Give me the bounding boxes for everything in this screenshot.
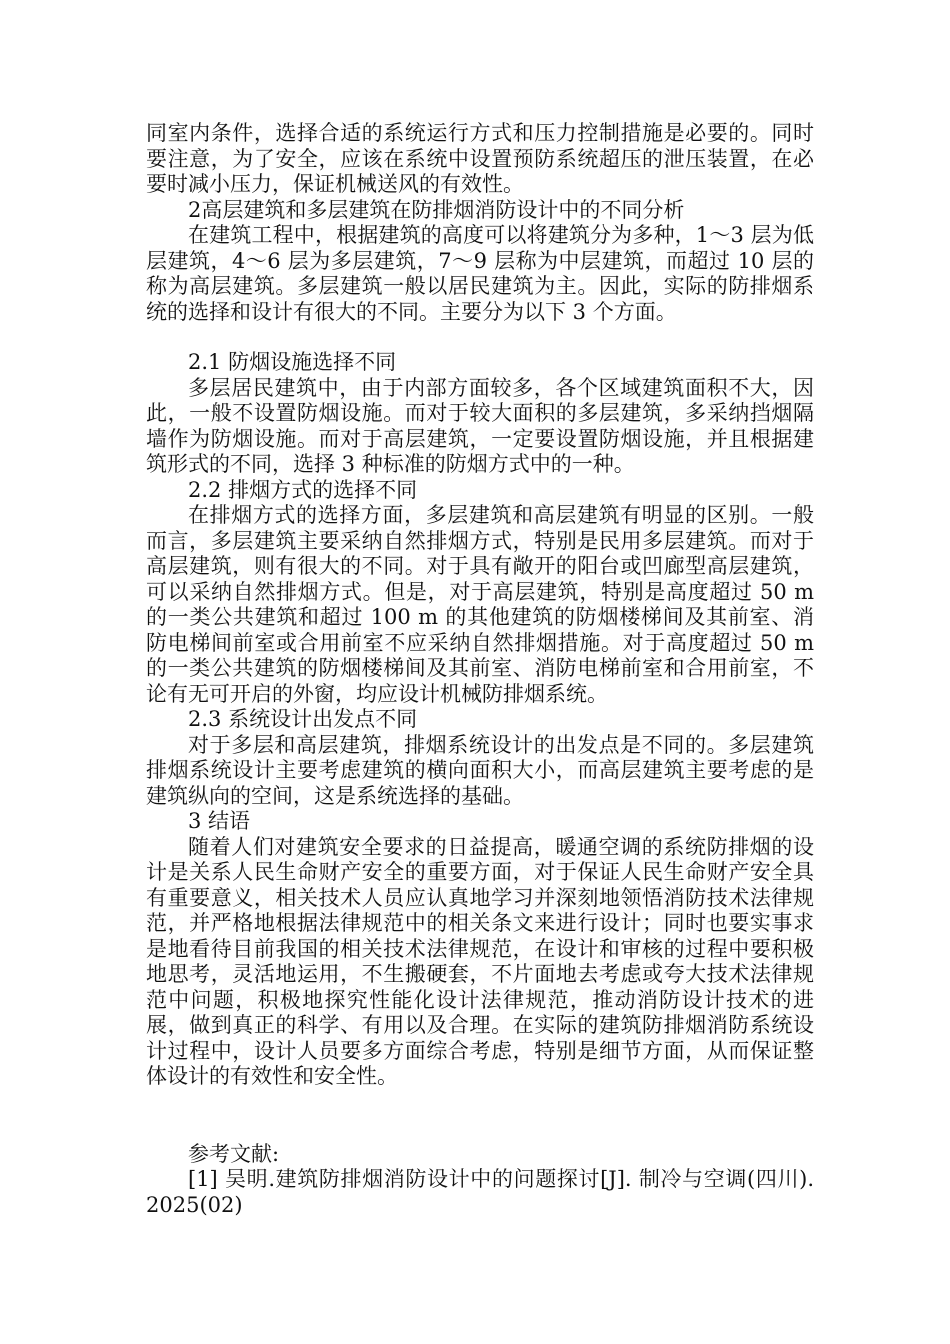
- section-heading-3: 3 结语: [188, 809, 251, 833]
- section-heading-2-3: 2.3 系统设计出发点不同: [188, 707, 418, 731]
- paragraph-smoke-prevention: 多层居民建筑中，由于内部方面较多，各个区域建筑面积不大，因此，一般不设置防烟设施。而对于较大面积的多层建筑，多采纳挡烟隔墙作为防烟设施。而对于高层建筑，一定要设置防烟设施，并且根据建筑形式的不同，选择 3 种标准的防烟方式中的一种。: [146, 375, 814, 476]
- paragraph-building-classification: 在建筑工程中，根据建筑的高度可以将建筑分为多种，1～3 层为低层建筑，4～6 层为多层建筑，7～9 层称为中层建筑，而超过 10 层的称为高层建筑。多层建筑一般以居民建筑为主。因此，实际的防排烟系统的选择和设计有很大的不同。主要分为以下 3 个方面。: [146, 223, 814, 324]
- paragraph-smoke-exhaust-method: 在排烟方式的选择方面，多层建筑和高层建筑有明显的区别。一般而言，多层建筑主要采纳自然排烟方式，特别是民用多层建筑。而对于高层建筑，则有很大的不同。对于具有敞开的阳台或凹廊型高层建筑，可以采纳自然排烟方式。但是，对于高层建筑，特别是高度超过 50 m 的一类公共建筑和超过 100 m 的其他建筑的防烟楼梯间及其前室、消防电梯间前室或合用前室不应采纳自然排烟措施。对于高度超过 50 m 的一类公共建筑的防烟楼梯间及其前室、消防电梯前室和合用前室，不论有无可开启的外窗，均应设计机械防排烟系统。: [146, 503, 814, 706]
- paragraph-design-starting-point: 对于多层和高层建筑，排烟系统设计的出发点是不同的。多层建筑排烟系统设计主要考虑建筑的横向面积大小，而高层建筑主要考虑的是建筑纵向的空间，这是系统选择的基础。: [146, 732, 814, 808]
- paragraph-intro-continuation: 同室内条件，选择合适的系统运行方式和压力控制措施是必要的。同时要注意，为了安全，应该在系统中设置预防系统超压的泄压装置，在必要时减小压力，保证机械送风的有效性。: [146, 121, 814, 196]
- document-page: [146, 121, 814, 1218]
- spacer: [146, 1090, 814, 1142]
- references-heading: 参考文献:: [188, 1141, 280, 1166]
- paragraph-conclusion: 随着人们对建筑安全要求的日益提高，暖通空调的系统防排烟的设计是关系人民生命财产安全的重要方面，对于保证人民生命财产安全具有重要意义，相关技术人员应认真地学习并深刻地领悟消防技术法律规范，并严格地根据法律规范中的相关条文来进行设计；同时也要实事求是地看待目前我国的相关技术法律规范，在设计和审核的过程中要积极地思考，灵活地运用，不生搬硬套，不片面地去考虑或夸大技术法律规范中问题，积极地探究性能化设计法律规范，推动消防设计技术的进展，做到真正的科学、有用以及合理。在实际的建筑防排烟消防系统设计过程中，设计人员要多方面综合考虑，特别是细节方面，从而保证整体设计的有效性和安全性。: [146, 834, 814, 1088]
- section-heading-2: 2高层建筑和多层建筑在防排烟消防设计中的不同分析: [188, 197, 685, 222]
- spacer: [146, 325, 814, 350]
- reference-item: [1] 吴明.建筑防排烟消防设计中的问题探讨[J]. 制冷与空调(四川). 2025(02): [146, 1167, 814, 1217]
- section-heading-2-1: 2.1 防烟设施选择不同: [188, 350, 397, 374]
- section-heading-2-2: 2.2 排烟方式的选择不同: [188, 477, 418, 502]
